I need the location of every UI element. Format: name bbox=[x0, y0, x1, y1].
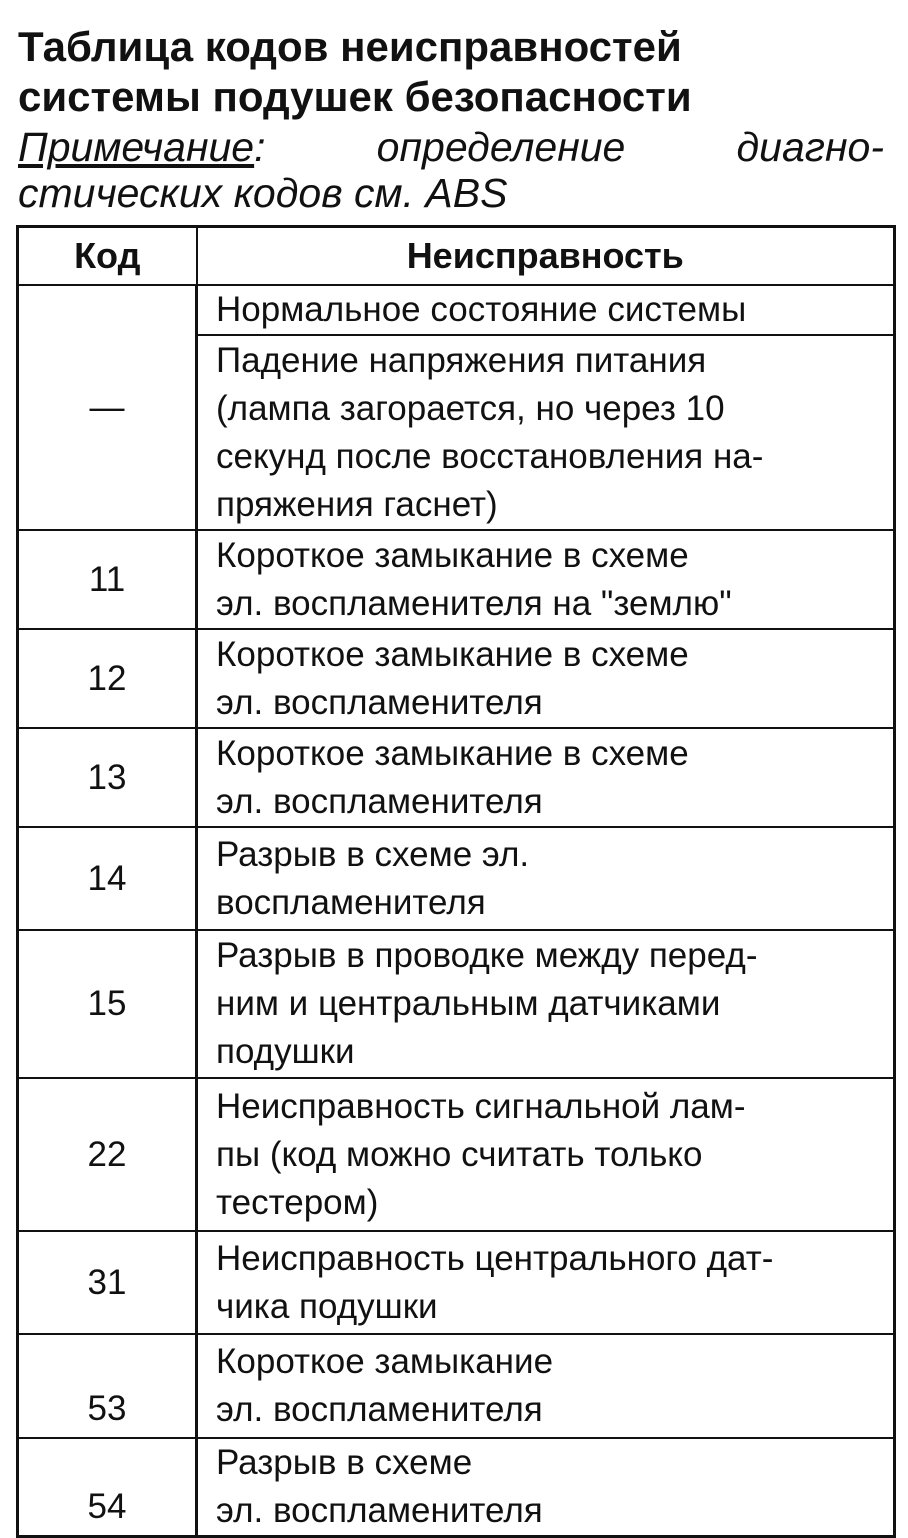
row-description-text: Короткое замыкание в схеме эл. воспламенителя bbox=[216, 634, 689, 722]
row-description bbox=[197, 1438, 895, 1537]
row-description-text: Короткое замыкание эл. воспламенителя bbox=[216, 1342, 554, 1429]
row-code: 31 bbox=[18, 1231, 197, 1334]
row-description-text: Нормальное состояние системы bbox=[216, 290, 747, 329]
row-description-text: Разрыв в схеме эл. воспламенителя bbox=[216, 1443, 543, 1530]
table-row bbox=[18, 930, 895, 1078]
row-description-text: Падение напряжения питания (лампа загорается, но через 10 секунд после восстановления на- пряжения гаснет) bbox=[216, 340, 764, 524]
table-row bbox=[18, 285, 895, 335]
title-line-2: системы подушек безопасности bbox=[18, 73, 692, 120]
table-row bbox=[18, 827, 895, 930]
row-description bbox=[197, 629, 895, 728]
row-description-text: Неисправность сигнальной лам- пы (код можно считать только тестером) bbox=[216, 1086, 746, 1222]
row-code: 53 bbox=[18, 1334, 197, 1438]
table-row bbox=[18, 629, 895, 728]
row-description bbox=[197, 1078, 895, 1231]
table-row bbox=[18, 1078, 895, 1231]
row-code: 14 bbox=[18, 827, 197, 930]
row-description-text: Неисправность центрального дат- чика подушки bbox=[216, 1238, 774, 1326]
page-title bbox=[18, 22, 898, 122]
row-description bbox=[197, 285, 895, 335]
note-text-part1: определение bbox=[376, 124, 626, 170]
note-line-2: стических кодов см. ABS bbox=[18, 170, 508, 216]
row-code: — bbox=[18, 285, 197, 530]
table-row bbox=[18, 530, 895, 629]
row-code: 12 bbox=[18, 629, 197, 728]
note bbox=[18, 124, 884, 216]
fault-codes-table bbox=[16, 225, 896, 1538]
note-label: Примечание bbox=[18, 124, 255, 170]
table-header-row bbox=[18, 227, 895, 286]
row-description bbox=[197, 1334, 895, 1438]
header-description: Неисправность bbox=[197, 227, 895, 286]
note-colon: : bbox=[254, 124, 266, 170]
header-code: Код bbox=[18, 227, 197, 286]
table-row bbox=[18, 1231, 895, 1334]
row-description-text: Разрыв в проводке между перед- ним и центральным датчиками подушки bbox=[216, 936, 758, 1071]
row-description bbox=[197, 530, 895, 629]
note-label-group bbox=[18, 124, 266, 170]
row-description-text: Разрыв в схеме эл. воспламенителя bbox=[216, 834, 530, 922]
note-line-1 bbox=[18, 124, 884, 170]
row-code: 13 bbox=[18, 728, 197, 827]
row-description bbox=[197, 728, 895, 827]
row-code: 15 bbox=[18, 930, 197, 1078]
row-description-text: Короткое замыкание в схеме эл. воспламенителя bbox=[216, 733, 689, 821]
row-code: 11 bbox=[18, 530, 197, 629]
table-row bbox=[18, 728, 895, 827]
table-row bbox=[18, 1438, 895, 1537]
row-description bbox=[197, 930, 895, 1078]
row-description bbox=[197, 827, 895, 930]
row-description-text: Короткое замыкание в схеме эл. воспламенителя на "землю" bbox=[216, 535, 732, 623]
row-code: 22 bbox=[18, 1078, 197, 1231]
row-description bbox=[197, 1231, 895, 1334]
row-code: 54 bbox=[18, 1438, 197, 1537]
table-row bbox=[18, 1334, 895, 1438]
row-description bbox=[197, 335, 895, 530]
title-line-1: Таблица кодов неисправностей bbox=[18, 23, 682, 70]
note-text-part2: диагно- bbox=[736, 124, 884, 170]
